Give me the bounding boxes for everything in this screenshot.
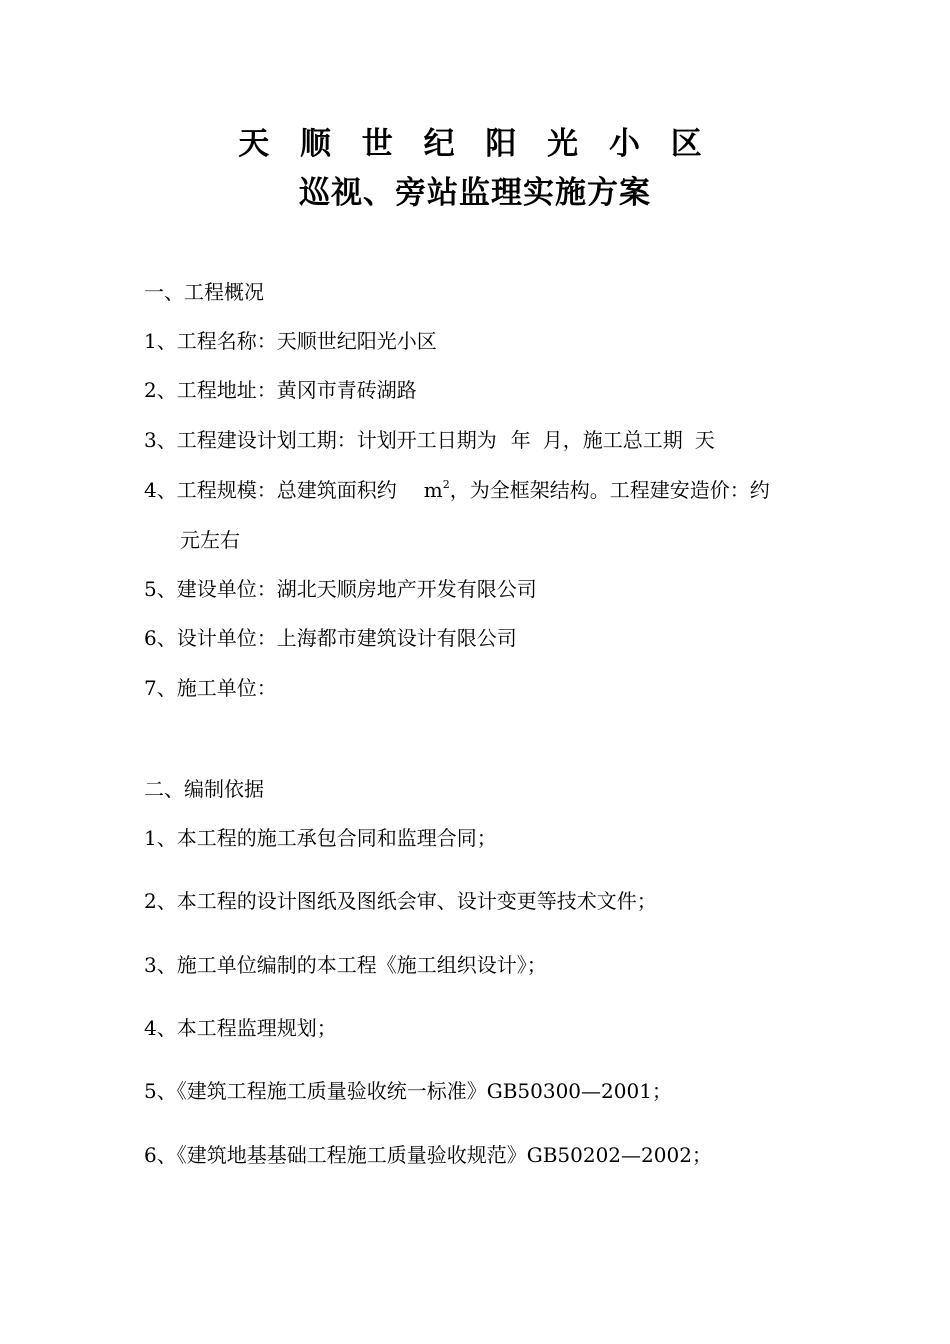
- section1-item4-continuation: 元左右: [180, 528, 240, 552]
- section1-heading: 一、工程概况: [144, 280, 264, 304]
- item4-text-b: ，为全框架结构。工程建安造价：约: [449, 478, 770, 502]
- item3-text-d: 天: [694, 428, 715, 452]
- section2-item4: 4、本工程监理规划；: [144, 1016, 337, 1040]
- section2-item3: 3、施工单位编制的本工程《施工组织设计》；: [144, 953, 547, 977]
- section1-item4: [144, 475, 770, 505]
- section2-item1: 1、本工程的施工承包合同和监理合同；: [144, 826, 497, 850]
- item4-unit-superscript: 2: [442, 478, 450, 491]
- document-title-line1: 天 顺 世 纪 阳 光 小 区: [238, 126, 712, 162]
- section1-item7: 7、施工单位：: [144, 676, 277, 700]
- document-title-line2: 巡视、旁站监理实施方案: [299, 175, 651, 211]
- section2-item6: 6、《建筑地基基础工程施工质量验收规范》GB50202—2002；: [144, 1143, 712, 1167]
- section2-item2: 2、本工程的设计图纸及图纸会审、设计变更等技术文件；: [144, 889, 657, 913]
- item3-text-b: 年: [510, 428, 531, 452]
- item3-text-c: 月，施工总工期: [542, 428, 683, 452]
- section1-item6: 6、设计单位：上海都市建筑设计有限公司: [144, 626, 517, 650]
- section2-item5: 5、《建筑工程施工质量验收统一标准》GB50300—2001；: [144, 1079, 672, 1103]
- item4-unit: m: [423, 478, 443, 502]
- section1-item3: [144, 425, 715, 455]
- section2-heading: 二、编制依据: [144, 777, 264, 801]
- section1-item2: 2、工程地址：黄冈市青砖湖路: [144, 378, 417, 402]
- section1-item1: 1、工程名称：天顺世纪阳光小区: [144, 329, 437, 353]
- section1-item5: 5、建设单位：湖北天顺房地产开发有限公司: [144, 577, 537, 601]
- item3-text-a: 3、工程建设计划工期：计划开工日期为: [144, 428, 497, 452]
- item4-text-a: 4、工程规模：总建筑面积约: [144, 478, 397, 502]
